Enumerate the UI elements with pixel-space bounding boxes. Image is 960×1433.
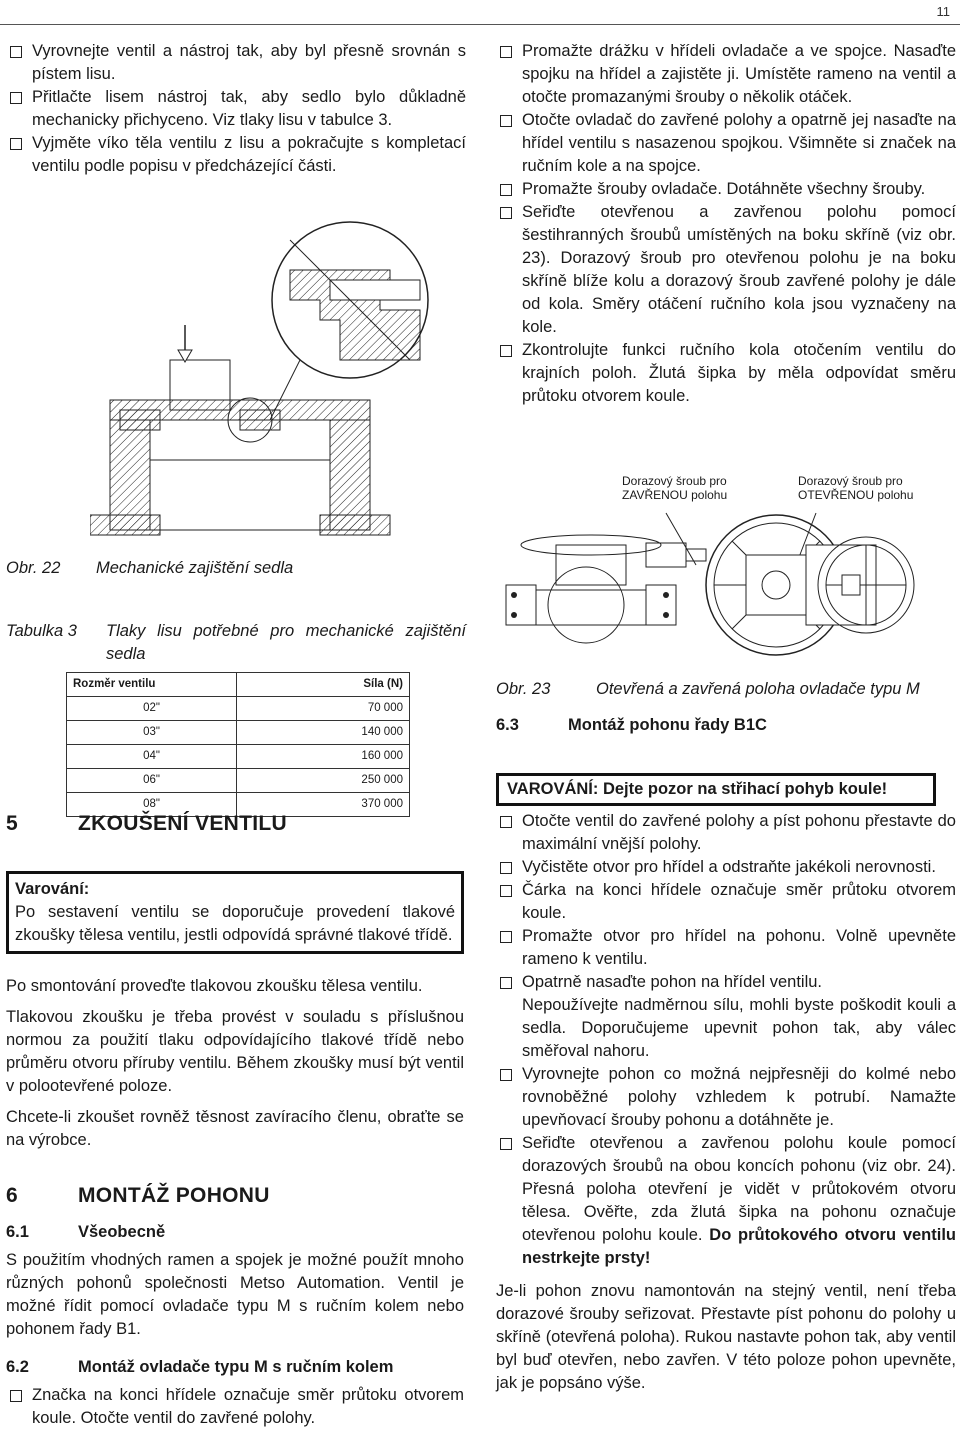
list-item: Čárka na konci hřídele označuje směr průtoku otvorem koule. [496,879,956,925]
table-header-row [67,673,410,697]
section-6-number: 6 [6,1184,18,1207]
list-item: Přitlačte lisem nástroj tak, aby sedlo bylo důkladně mechanicky přichyceno. Viz tlaky lisu v tabulce 3. [6,86,466,132]
figure-22-caption [6,557,293,580]
list-item: Promažte drážku v hřídeli ovladače a ve spojce. Nasaďte spojku na hřídel a zajistěte ji. Umístěte rameno na ventil a otočte promazanými šrouby o několik otáček. [496,40,956,109]
right-top-list [496,40,956,408]
list-item: Seřiďte otevřenou a zavřenou polohu pomocí šestihranných šroubů umístěných na boku skříně (viz obr. 23). Dorazový šroub pro otevřenou polohu je na boku skříně blíže kolu a dorazový šroub zavřené polohy je dále od kola. Směry otáčení ručního kola jsou vyznačeny na kole. [496,201,956,339]
table-cell: 70 000 [237,697,410,721]
table-cell: 370 000 [237,793,410,817]
column-header: Rozměr ventilu [67,673,237,697]
warning-title: Varování: [15,880,90,898]
section-5-body [6,975,464,1152]
actuator-positions-figure [496,505,960,665]
table-cell: 06" [67,769,237,793]
table-3-title: Tlaky lisu potřebné pro mechanické zajištění sedla [106,622,466,663]
closed-stop-label-line1: Dorazový šroub pro [622,474,727,488]
table-cell: 250 000 [237,769,410,793]
table-row [67,721,410,745]
section-5-number: 5 [6,812,18,835]
section-6-3-body [496,810,956,1395]
left-top-list [6,40,466,178]
section-5-heading [6,812,287,835]
section-6-2-heading [6,1356,393,1379]
section-6-title: MONTÁŽ POHONU [78,1184,270,1207]
paragraph: Tlakovou zkoušku je třeba provést v souladu s příslušnou normou za použití tlaku odpovídajícího tlakové třídě nebo průměru otvoru příruby ventilu. Během zkoušky musí být ventil v polootevřené poloze. [6,1008,464,1095]
table-cell: 08" [67,793,237,817]
table-cell: 03" [67,721,237,745]
list-item: Zkontrolujte funkci ručního kola otočením ventilu do krajních poloh. Žlutá šipka by měla odpovídat směru průtoku otvorem koule. [496,339,956,408]
table-cell: 04" [67,745,237,769]
paragraph: Chcete-li zkoušet rovněž těsnost zavíracího členu, obraťte se na výrobce. [6,1108,464,1149]
section-6-3-heading [496,714,767,737]
list-item-text: Seřiďte otevřenou a zavřenou polohu koule pomocí dorazových šroubů na obou koncích pohonu (viz obr. 24). Přesná poloha otevření je vidět v průtokovém otvoru tělesa. Ověřte, zda žlutá šipka na pohonu označuje otevřenou polohu koule. [522,1134,956,1244]
figure-23-title: Otevřená a zavřená poloha ovladače typu M [596,680,920,698]
closed-stop-label-line2: ZAVŘENOU polohu [622,488,728,502]
list-item-bold-warning: Do průtokového otvoru ventilu nestrkejte prsty! [522,1226,956,1267]
section-6-1-heading [6,1221,165,1244]
press-force-table [66,672,410,817]
section-6-3-list-2 [496,1063,956,1270]
table-cell: 160 000 [237,745,410,769]
list-item: Opatrně nasaďte pohon na hřídel ventilu. [496,971,956,994]
figure-23-number: Obr. 23 [496,680,551,698]
list-item: Značka na konci hřídele označuje směr průtoku otvorem koule. Otočte ventil do zavřené polohy. [6,1384,464,1430]
table-row [67,769,410,793]
table-3-number: Tabulka 3 [6,622,77,640]
section-6-1-text: S použitím vhodných ramen a spojek je možné použít mnoho různých pohonů společnosti Metso Automation. Ventil je možné řídit pomocí ovladače typu M s ručním kolem nebo pohonem řady B1. [6,1251,464,1338]
figure-22-number: Obr. 22 [6,559,61,577]
list-item: Vyrovnejte pohon co možná nejpřesněji do kolmé nebo rovnoběžné polohy vzhledem k potrubí. Namažte upevňovací šrouby pohonu a dotáhněte je. [496,1063,956,1132]
list-item: Vyjměte víko těla ventilu z lisu a pokračujte s kompletací ventilu podle popisu v předcházející části. [6,132,466,178]
section-6-2-number: 6.2 [6,1358,29,1376]
list-item: Otočte ovladač do zavřené polohy a opatrně jej nasaďte na hřídel ventilu s nasazenou spojkou. Všimněte si značek na ručním kole a na spojce. [496,109,956,178]
page-number: 11 [936,4,950,19]
section-6-heading [6,1184,270,1207]
open-stop-label [798,474,913,502]
section-6-1-title: Všeobecně [78,1223,166,1241]
list-item: Promažte otvor pro hřídel na pohonu. Volně upevněte rameno k ventilu. [496,925,956,971]
table-row [67,745,410,769]
column-header: Síla (N) [237,673,410,697]
list-item: Vyrovnejte ventil a nástroj tak, aby byl přesně srovnán s pístem lisu. [6,40,466,86]
list-item-continuation: Nepoužívejte nadměrnou sílu, mohli byste poškodit kouli a sedla. Doporučujeme upevnit pohon tak, aby válec směřoval nahoru. [522,996,956,1060]
table-cell: 02" [67,697,237,721]
open-stop-label-line1: Dorazový šroub pro [798,474,903,488]
list-item: Vyčistěte otvor pro hřídel a odstraňte jakékoli nerovnosti. [496,856,956,879]
section-6-3-list [496,810,956,994]
figure-22-title: Mechanické zajištění sedla [96,559,294,577]
list-item: Promažte šrouby ovladače. Dotáhněte všechny šrouby. [496,178,956,201]
shear-warning-box: VAROVÁNÍ: Dejte pozor na střihací pohyb koule! [496,773,936,806]
figure-23-caption [496,678,960,701]
open-stop-label-line2: OTEVŘENOU polohu [798,488,914,502]
section-6-1-number: 6.1 [6,1223,29,1241]
header-rule [0,24,960,25]
section-6-3-number: 6.3 [496,716,519,734]
closed-stop-label [622,474,727,502]
table-row [67,697,410,721]
paragraph: Po smontování proveďte tlakovou zkoušku tělesa ventilu. [6,977,423,995]
final-paragraph: Je-li pohon znovu namontován na stejný ventil, není třeba dorazové šrouby seřizovat. Přestavte píst pohonu do polohy u skříně (otevřená poloha). Rukou nastavte pohon tak, aby ventil byl buď otevřen, nebo zavřen. V této poloze pohon upevněte, jak je popsáno výše. [496,1282,956,1392]
seat-locking-figure [90,220,480,550]
table-cell: 140 000 [237,721,410,745]
section-6-2-title: Montáž ovladače typu M s ručním kolem [78,1358,394,1376]
section-6-3-title: Montáž pohonu řady B1C [568,716,767,734]
section-5-title: ZKOUŠENÍ VENTILU [78,812,287,835]
warning-text: Po sestavení ventilu se doporučuje provedení tlakové zkoušky tělesa ventilu, jestli odpovídá správné tlakové třídě. [15,903,455,944]
table-3-caption [6,620,466,666]
section-6-2-list [6,1384,464,1430]
list-item: Otočte ventil do zavřené polohy a píst pohonu přestavte do maximální vnější polohy. [496,810,956,856]
list-item [496,1132,956,1270]
warning-box [6,871,464,954]
